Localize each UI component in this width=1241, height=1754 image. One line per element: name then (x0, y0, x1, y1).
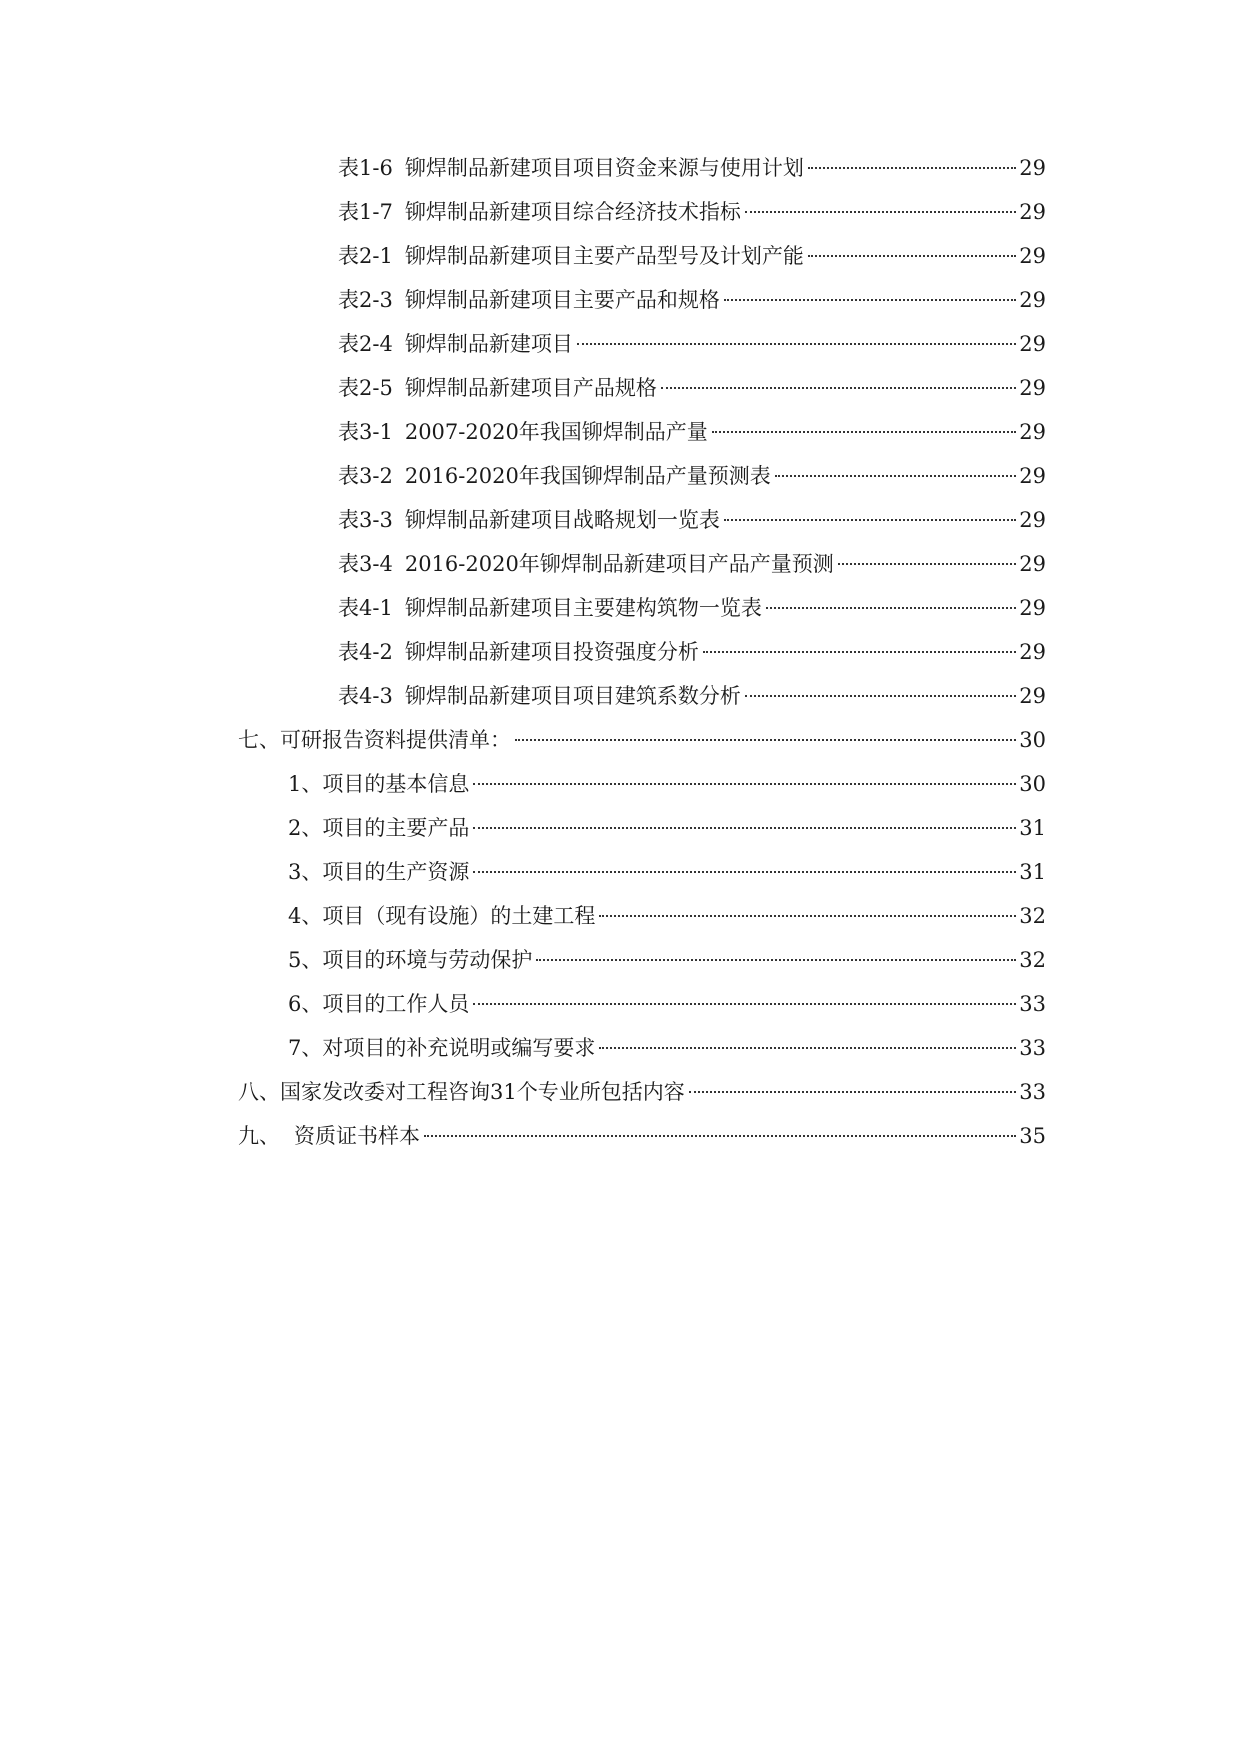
toc-entry[interactable] (238, 1074, 1046, 1110)
dot-leader (724, 299, 1016, 301)
toc-page-number: 29 (1019, 156, 1046, 180)
dot-leader (808, 167, 1016, 169)
toc-page-number: 29 (1019, 552, 1046, 576)
toc-entry[interactable] (288, 942, 1046, 978)
toc-page-number: 29 (1019, 464, 1046, 488)
toc-entry[interactable] (238, 722, 1046, 758)
toc-entry-text: 项目的主要产品 (322, 816, 470, 840)
toc-entry-title (338, 458, 771, 494)
toc-entry-number: 1、 (288, 772, 323, 796)
toc-entry-title (288, 986, 469, 1022)
toc-entry-text: 可研报告资料提供清单： (280, 728, 511, 752)
toc-entry[interactable] (338, 546, 1046, 582)
toc-entry[interactable] (338, 458, 1046, 494)
dot-leader (808, 255, 1016, 257)
toc-entry[interactable] (338, 326, 1046, 362)
toc-entry[interactable] (288, 810, 1046, 846)
toc-page-number: 32 (1019, 948, 1046, 972)
toc-entry-title (288, 766, 469, 802)
toc-entry-text: 国家发改委对工程咨询31个专业所包括内容 (280, 1080, 685, 1104)
dot-leader (473, 783, 1016, 785)
toc-page-number: 33 (1019, 1080, 1046, 1104)
toc-entry[interactable] (338, 502, 1046, 538)
toc-entry-title (338, 502, 720, 538)
toc-entry[interactable] (238, 1118, 1046, 1154)
toc-entry-text: 铆焊制品新建项目投资强度分析 (404, 640, 699, 664)
toc-entry-number: 表2-1 (338, 244, 393, 268)
toc-page-number: 31 (1019, 860, 1046, 884)
toc-entry-number: 表3-1 (338, 420, 393, 444)
toc-page-number: 30 (1019, 728, 1046, 752)
toc-entry[interactable] (288, 986, 1046, 1022)
dot-leader (473, 827, 1016, 829)
dot-leader (745, 211, 1016, 213)
toc-entry-number: 九、 (238, 1124, 280, 1148)
toc-entry-text: 铆焊制品新建项目项目建筑系数分析 (404, 684, 741, 708)
toc-entry-text: 铆焊制品新建项目主要建构筑物一览表 (404, 596, 762, 620)
toc-entry-text: 2007-2020年我国铆焊制品产量 (404, 420, 708, 444)
dot-leader (689, 1091, 1017, 1093)
toc-page-number: 29 (1019, 640, 1046, 664)
toc-entry-text: 项目的环境与劳动保护 (322, 948, 533, 972)
toc-entry-title (288, 1030, 595, 1066)
dot-leader (745, 695, 1016, 697)
toc-entry-number: 表2-5 (338, 376, 393, 400)
toc-entry[interactable] (288, 854, 1046, 890)
toc-page-number: 29 (1019, 420, 1046, 444)
toc-entry-title (338, 238, 804, 274)
dot-leader (775, 475, 1016, 477)
dot-leader (724, 519, 1016, 521)
toc-page-number: 29 (1019, 684, 1046, 708)
toc-page-number: 32 (1019, 904, 1046, 928)
toc-entry-title (238, 722, 511, 758)
toc-entry-number: 2、 (288, 816, 323, 840)
toc-entry-title (338, 414, 708, 450)
toc-entry-title (288, 810, 469, 846)
toc-entry-title (338, 326, 573, 362)
toc-entry-text: 项目的基本信息 (322, 772, 470, 796)
toc-entry-title (288, 898, 595, 934)
toc-page-number: 35 (1019, 1124, 1046, 1148)
toc-entry-number: 7、 (288, 1036, 323, 1060)
toc-entry-text: 铆焊制品新建项目项目资金来源与使用计划 (404, 156, 804, 180)
toc-entry-number: 表3-3 (338, 508, 393, 532)
toc-entry-number: 表4-1 (338, 596, 393, 620)
toc-entry-text: 2016-2020年铆焊制品新建项目产品产量预测 (404, 552, 834, 576)
toc-entry-number: 表3-2 (338, 464, 393, 488)
dot-leader (424, 1135, 1016, 1137)
dot-leader (536, 959, 1016, 961)
toc-page-number: 29 (1019, 596, 1046, 620)
toc-entry[interactable] (288, 1030, 1046, 1066)
toc-entry-number: 表2-3 (338, 288, 393, 312)
toc-entry-number: 表2-4 (338, 332, 393, 356)
toc-entry[interactable] (338, 634, 1046, 670)
toc-entry-number: 5、 (288, 948, 323, 972)
toc-entry-number: 表1-6 (338, 156, 393, 180)
toc-entry-title (238, 1074, 685, 1110)
toc-entry[interactable] (338, 282, 1046, 318)
dot-leader (599, 915, 1016, 917)
toc-entry-text: 项目的生产资源 (322, 860, 470, 884)
toc-entry-title (288, 942, 532, 978)
dot-leader (577, 343, 1016, 345)
toc-entry[interactable] (338, 238, 1046, 274)
toc-entry-text: 铆焊制品新建项目主要产品型号及计划产能 (404, 244, 804, 268)
toc-entry-text: 铆焊制品新建项目战略规划一览表 (404, 508, 720, 532)
dot-leader (599, 1047, 1016, 1049)
toc-entry-text: 铆焊制品新建项目综合经济技术指标 (404, 200, 741, 224)
toc-entry-text: 铆焊制品新建项目 (404, 332, 573, 356)
toc-entry[interactable] (288, 766, 1046, 802)
toc-entry-number: 表1-7 (338, 200, 393, 224)
toc-entry-title (338, 678, 741, 714)
toc-page-number: 29 (1019, 332, 1046, 356)
toc-entry-number: 表3-4 (338, 552, 393, 576)
toc-entry-number: 表4-2 (338, 640, 393, 664)
toc-entry[interactable] (338, 678, 1046, 714)
toc-page-number: 31 (1019, 816, 1046, 840)
dot-leader (473, 1003, 1016, 1005)
toc-entry[interactable] (338, 414, 1046, 450)
toc-entry-text: 项目（现有设施）的土建工程 (322, 904, 596, 928)
toc-entry[interactable] (338, 590, 1046, 626)
toc-entry-title (338, 634, 699, 670)
dot-leader (661, 387, 1016, 389)
toc-entry-number: 八、 (238, 1080, 280, 1104)
toc-entry[interactable] (338, 370, 1046, 406)
toc-entry-title (338, 590, 762, 626)
toc-entry-title (238, 1118, 420, 1154)
toc-page-number: 29 (1019, 508, 1046, 532)
dot-leader (703, 651, 1016, 653)
toc-entry-title (288, 854, 469, 890)
toc-entry-number: 6、 (288, 992, 323, 1016)
toc-entry-text: 资质证书样本 (294, 1124, 420, 1148)
toc-page-number: 29 (1019, 288, 1046, 312)
toc-page-number: 29 (1019, 200, 1046, 224)
toc-entry-number: 表4-3 (338, 684, 393, 708)
toc-entry-text: 2016-2020年我国铆焊制品产量预测表 (404, 464, 771, 488)
toc-entry[interactable] (338, 194, 1046, 230)
toc-entry-title (338, 194, 741, 230)
toc-entry-number: 3、 (288, 860, 323, 884)
dot-leader (515, 739, 1016, 741)
toc-page-number: 33 (1019, 1036, 1046, 1060)
dot-leader (838, 563, 1016, 565)
toc-entry-title (338, 150, 804, 186)
toc-page-number: 33 (1019, 992, 1046, 1016)
toc-entry-title (338, 282, 720, 318)
toc-entry-text: 项目的工作人员 (322, 992, 470, 1016)
toc-page-number: 29 (1019, 244, 1046, 268)
toc-entry-text: 铆焊制品新建项目产品规格 (404, 376, 657, 400)
toc-entry-text: 对项目的补充说明或编写要求 (322, 1036, 596, 1060)
dot-leader (473, 871, 1016, 873)
toc-entry[interactable] (338, 150, 1046, 186)
toc-entry-text: 铆焊制品新建项目主要产品和规格 (404, 288, 720, 312)
toc-entry-number: 4、 (288, 904, 323, 928)
toc-page-number: 30 (1019, 772, 1046, 796)
toc-entry-number: 七、 (238, 728, 280, 752)
toc-entry-title (338, 370, 657, 406)
toc-entry[interactable] (288, 898, 1046, 934)
toc-entry-title (338, 546, 834, 582)
toc-page-number: 29 (1019, 376, 1046, 400)
dot-leader (712, 431, 1016, 433)
dot-leader (766, 607, 1016, 609)
